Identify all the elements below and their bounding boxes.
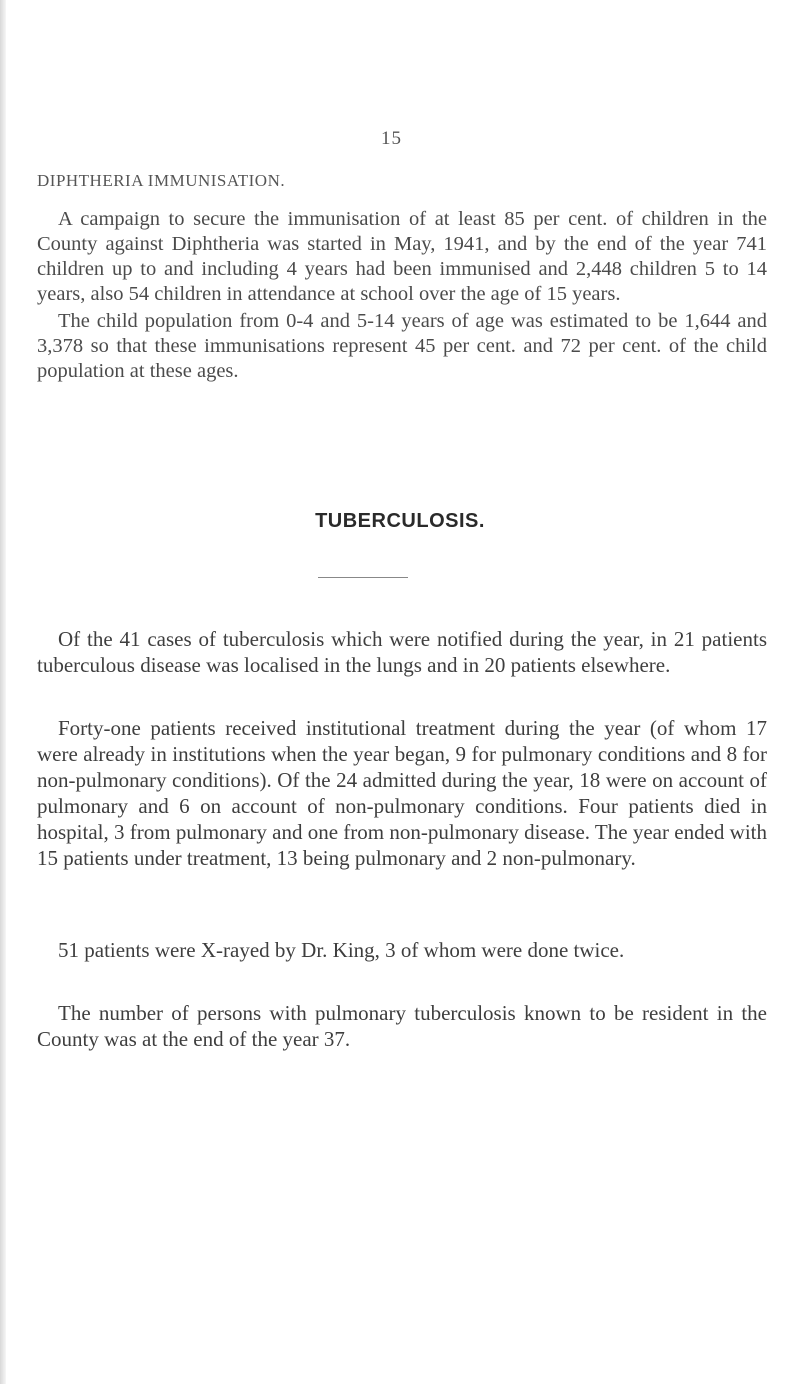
page-binding-edge: [0, 0, 6, 1384]
tuberculosis-heading: TUBERCULOSIS.: [315, 510, 485, 532]
page-number: 15: [381, 128, 402, 149]
diphtheria-paragraph-1: A campaign to secure the immunisation of at least 85 per cent. of children in the County against Diphtheria was started in May, 1941, and by the end of the year 741 children up to and including 4 years had been immunised and 2,448 children 5 to 14 years, also 54 children in attendance at school over the age of 15 years.: [37, 208, 767, 305]
tuberculosis-paragraph-2: Forty-one patients received institutional treatment during the year (of whom 17 were already in institutions when the year began, 9 for pulmonary conditions and 8 for non-pulmonary conditions). Of the 24 admitted during the year, 18 were on account of pulmonary and 6 on account of non-pulmonary conditions. Four patients died in hospital, 3 from pulmonary and one from non-pulmonary disease. The year ended with 15 patients under treatment, 13 being pulmonary and 2 non-pulmonary.: [37, 716, 767, 870]
tuberculosis-paragraph-4: The number of persons with pulmonary tuberculosis known to be resident in the County was at the end of the year 37.: [37, 1001, 767, 1051]
tuberculosis-paragraph-1: Of the 41 cases of tuberculosis which were notified during the year, in 21 patients tuberculous disease was localised in the lungs and in 20 patients elsewhere.: [37, 627, 767, 677]
heading-divider-rule: [318, 577, 408, 578]
diphtheria-heading: DIPHTHERIA IMMUNISATION.: [37, 171, 286, 190]
tuberculosis-paragraph-3: 51 patients were X-rayed by Dr. King, 3 of whom were done twice.: [58, 938, 625, 962]
diphtheria-paragraph-2: The child population from 0-4 and 5-14 years of age was estimated to be 1,644 and 3,378 so that these immunisations represent 45 per cent. and 72 per cent. of the child population at these ages.: [37, 310, 767, 382]
